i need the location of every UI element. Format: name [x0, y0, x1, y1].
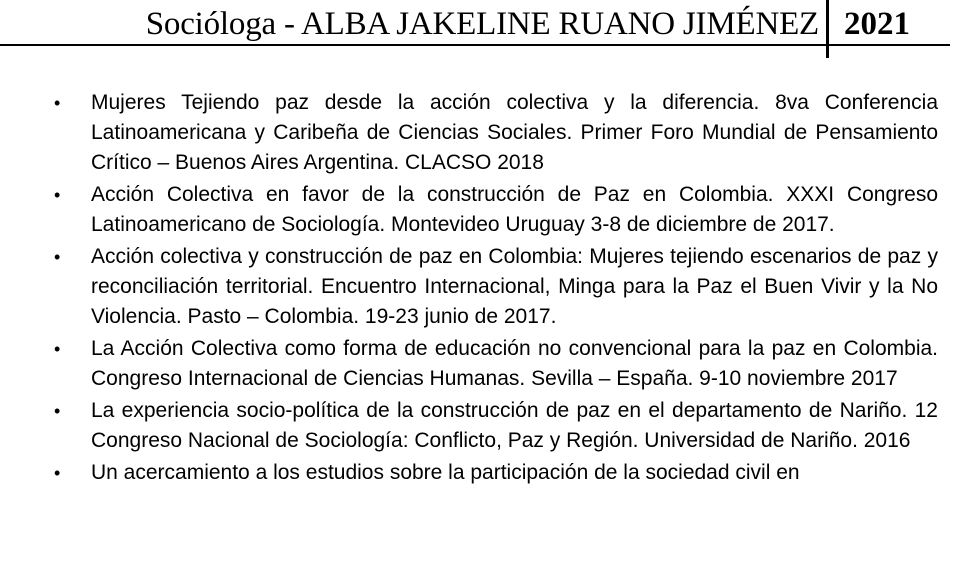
header-divider	[826, 0, 829, 58]
list-item	[54, 88, 938, 178]
header-name: Socióloga - ALBA JAKELINE RUANO JIMÉNEZ	[145, 6, 819, 42]
list-item	[54, 458, 938, 488]
list-item-text: Mujeres Tejiendo paz desde la acción colectiva y la diferencia. 8va Conferencia Latinoamericana y Caribeña de Ciencias Sociales. Primer Foro Mundial de Pensamiento Crítico – Buenos Aires Argentina. CLACSO 2018	[91, 91, 938, 174]
bullet-icon: •	[54, 463, 61, 483]
bullet-icon: •	[54, 339, 61, 359]
list-item	[54, 396, 938, 456]
list-item	[54, 334, 938, 394]
bullet-icon: •	[54, 247, 61, 267]
list-item	[54, 242, 938, 332]
bullet-icon: •	[54, 401, 61, 421]
list-item-text: Acción Colectiva en favor de la construcción de Paz en Colombia. XXXI Congreso Latinoamericano de Sociología. Montevideo Uruguay 3-8 de diciembre de 2017.	[91, 183, 938, 236]
list-item-text: Acción colectiva y construcción de paz en Colombia: Mujeres tejiendo escenarios de paz y reconciliación territorial. Encuentro Internacional, Minga para la Paz el Buen Vivir y la No Violencia. Pasto – Colombia. 19-23 junio de 2017.	[91, 245, 938, 328]
list-item-text: La experiencia socio-política de la construcción de paz en el departamento de Nariño. 12 Congreso Nacional de Sociología: Conflicto, Paz y Región. Universidad de Nariño. 2016	[91, 399, 938, 452]
list-item-text: Un acercamiento a los estudios sobre la participación de la sociedad civil en	[91, 461, 800, 484]
conference-list	[54, 88, 938, 488]
list-item	[54, 180, 938, 240]
document-body	[54, 88, 938, 490]
bullet-icon: •	[54, 93, 61, 113]
header-year: 2021	[844, 6, 910, 42]
bullet-icon: •	[54, 185, 61, 205]
page-header	[0, 0, 955, 48]
header-rule	[0, 44, 950, 46]
list-item-text: La Acción Colectiva como forma de educación no convencional para la paz en Colombia. Congreso Internacional de Ciencias Humanas. Sevilla – España. 9-10 noviembre 2017	[91, 337, 938, 390]
